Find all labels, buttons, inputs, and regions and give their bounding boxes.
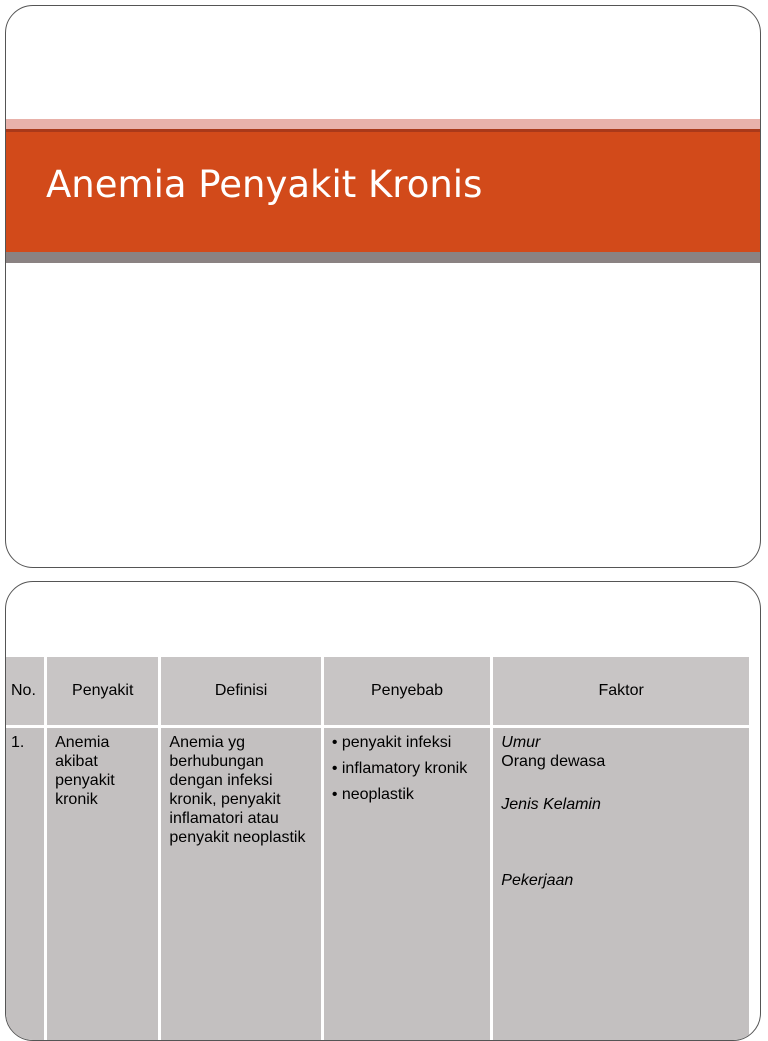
header-penyebab: Penyebab [324, 657, 490, 725]
table-slide [5, 581, 761, 1041]
header-faktor: Faktor [493, 657, 749, 725]
table-header-row [5, 657, 749, 725]
cell-penyakit: Anemia akibat penyakit kronik [47, 728, 158, 1041]
cell-faktor [493, 728, 749, 1041]
header-definisi: Definisi [161, 657, 320, 725]
cell-definisi: Anemia yg berhubungan dengan infeksi kronik, penyakit inflamatori atau penyakit neoplastik [161, 728, 320, 1041]
title-band-accent-bottom [6, 252, 760, 263]
faktor-kelamin-label: Jenis Kelamin [501, 796, 601, 813]
title-slide [5, 5, 761, 568]
cell-penyebab [324, 728, 490, 1041]
cell-no: 1. [5, 728, 44, 1041]
title-band [6, 129, 760, 252]
faktor-umur-value: Orang dewasa [501, 753, 606, 770]
list-item: • neoplastik [331, 786, 414, 803]
faktor-umur-label: Umur [501, 734, 541, 751]
header-no: No. [5, 657, 44, 725]
list-item: • penyakit infeksi [331, 734, 452, 751]
header-penyakit: Penyakit [47, 657, 158, 725]
list-item: • inflamatory kronik [331, 760, 468, 777]
title-band-accent-top [6, 119, 760, 129]
title-band-rule [6, 129, 760, 132]
penyebab-list [332, 733, 482, 804]
faktor-pekerjaan-label: Pekerjaan [501, 872, 574, 889]
slide-title: Anemia Penyakit Kronis [46, 163, 483, 206]
table-row [5, 728, 749, 1041]
disease-table [5, 654, 752, 1041]
